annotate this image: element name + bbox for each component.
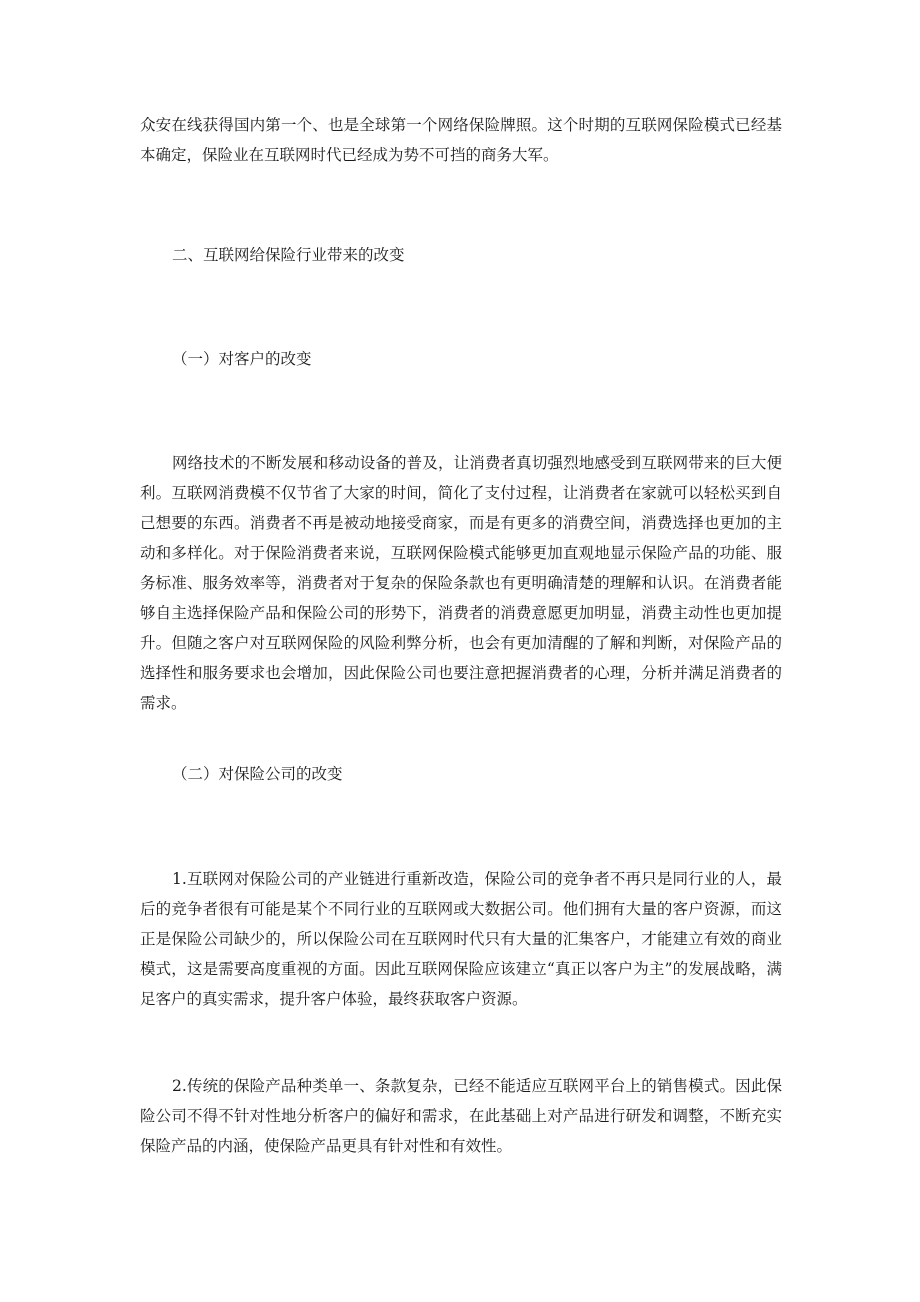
subsection-1-heading: （一）对客户的改变 xyxy=(172,350,312,368)
subsection-1-body: 网络技术的不断发展和移动设备的普及，让消费者真切强烈地感受到互联网带来的巨大便利。互联网消费模不仅节省了大家的时间，简化了支付过程，让消费者在家就可以轻松买到自己想要的东西。消费者不再是被动地接受商家，而是有更多的消费空间，消费选择也更加的主动和多样化。对于保险消费者来说，互联网保险模式能够更加直观地显示保险产品的功能、服务标准、服务效率等，消费者对于复杂的保险条款也有更明确清楚的理解和认识。在消费者能够自主选择保险产品和保险公司的形势下，消费者的消费意愿更加明显，消费主动性也更加提升。但随之客户对互联网保险的风险利弊分析，也会有更加清醒的了解和判断，对保险产品的选择性和服务要求也会增加，因此保险公司也要注意把握消费者的心理，分析并满足消费者的需求。 xyxy=(140,454,782,712)
subsection-2-point-2: 2.传统的保险产品种类单一、条款复杂，已经不能适应互联网平台上的销售模式。因此保险公司不得不针对性地分析客户的偏好和需求，在此基础上对产品进行研发和调整，不断充实保险产品的内涵，使保险产品更具有针对性和有效性。 xyxy=(140,1077,782,1155)
section-heading: 二、互联网给保险行业带来的改变 xyxy=(172,246,405,264)
intro-paragraph: 众安在线获得国内第一个、也是全球第一个网络保险牌照。这个时期的互联网保险模式已经基本确定，保险业在互联网时代已经成为势不可挡的商务大军。 xyxy=(140,116,782,164)
subsection-2-point-1: 1.互联网对保险公司的产业链进行重新改造，保险公司的竞争者不再只是同行业的人，最后的竞争者很有可能是某个不同行业的互联网或大数据公司。他们拥有大量的客户资源，而这正是保险公司缺少的，所以保险公司在互联网时代只有大量的汇集客户，才能建立有效的商业模式，这是需要高度重视的方面。因此互联网保险应该建立“真正以客户为主”的发展战略，满足客户的真实需求，提升客户体验，最终获取客户资源。 xyxy=(140,870,782,1008)
subsection-2-heading: （二）对保险公司的改变 xyxy=(172,765,343,783)
